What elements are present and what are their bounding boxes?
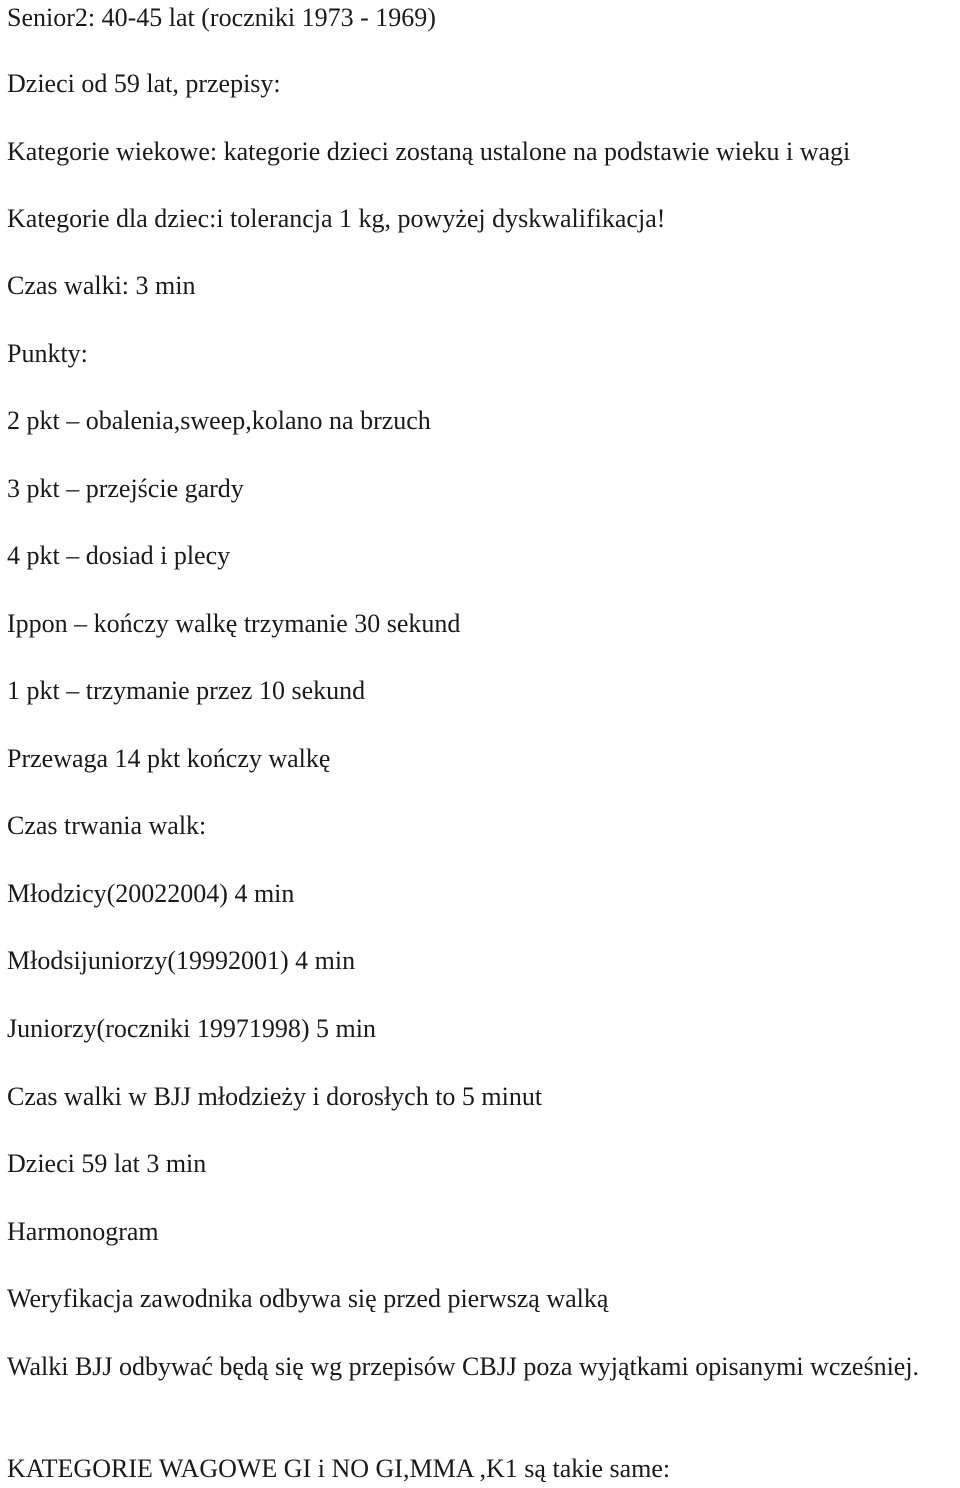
- text-line-weryfikacja: Weryfikacja zawodnika odbywa się przed pierwszą walką: [7, 1284, 609, 1313]
- text-line-czas-walki: Czas walki: 3 min: [7, 271, 196, 300]
- text-line-kategorie-tolerancja: Kategorie dla dziec:i tolerancja 1 kg, powyżej dyskwalifikacja!: [7, 204, 666, 233]
- text-line-mlodzicy: Młodzicy(20022004) 4 min: [7, 879, 295, 908]
- text-line-przewaga: Przewaga 14 pkt kończy walkę: [7, 744, 331, 773]
- text-line-4pkt: 4 pkt – dosiad i plecy: [7, 541, 231, 570]
- text-line-harmonogram: Harmonogram: [7, 1217, 159, 1246]
- text-line-2pkt: 2 pkt – obalenia,sweep,kolano na brzuch: [7, 406, 431, 435]
- text-line-kategorie-wagowe: KATEGORIE WAGOWE GI i NO GI,MMA ,K1 są takie same:: [7, 1454, 671, 1483]
- text-line-1pkt: 1 pkt – trzymanie przez 10 sekund: [7, 676, 366, 705]
- text-line-dzieci-3min: Dzieci 59 lat 3 min: [7, 1149, 207, 1178]
- text-line-walki-bjj: Walki BJJ odbywać będą się wg przepisów CBJJ poza wyjątkami opisanymi wcześniej.: [7, 1352, 920, 1381]
- text-line-czas-walki-bjj: Czas walki w BJJ młodzieży i dorosłych to 5 minut: [7, 1082, 543, 1111]
- text-line-ippon: Ippon – kończy walkę trzymanie 30 sekund: [7, 609, 461, 638]
- text-line-mlodsijuniorzy: Młodsijuniorzy(19992001) 4 min: [7, 946, 356, 975]
- text-line-kategorie-wiekowe: Kategorie wiekowe: kategorie dzieci zostaną ustalone na podstawie wieku i wagi: [7, 137, 851, 166]
- text-line-senior2: Senior2: 40-45 lat (roczniki 1973 - 1969): [7, 3, 436, 32]
- text-line-juniorzy: Juniorzy(roczniki 19971998) 5 min: [7, 1014, 376, 1043]
- text-line-punkty-heading: Punkty:: [7, 339, 88, 368]
- text-line-3pkt: 3 pkt – przejście gardy: [7, 474, 244, 503]
- text-line-dzieci-przepisy: Dzieci od 59 lat, przepisy:: [7, 69, 281, 98]
- text-line-czas-trwania: Czas trwania walk:: [7, 811, 207, 840]
